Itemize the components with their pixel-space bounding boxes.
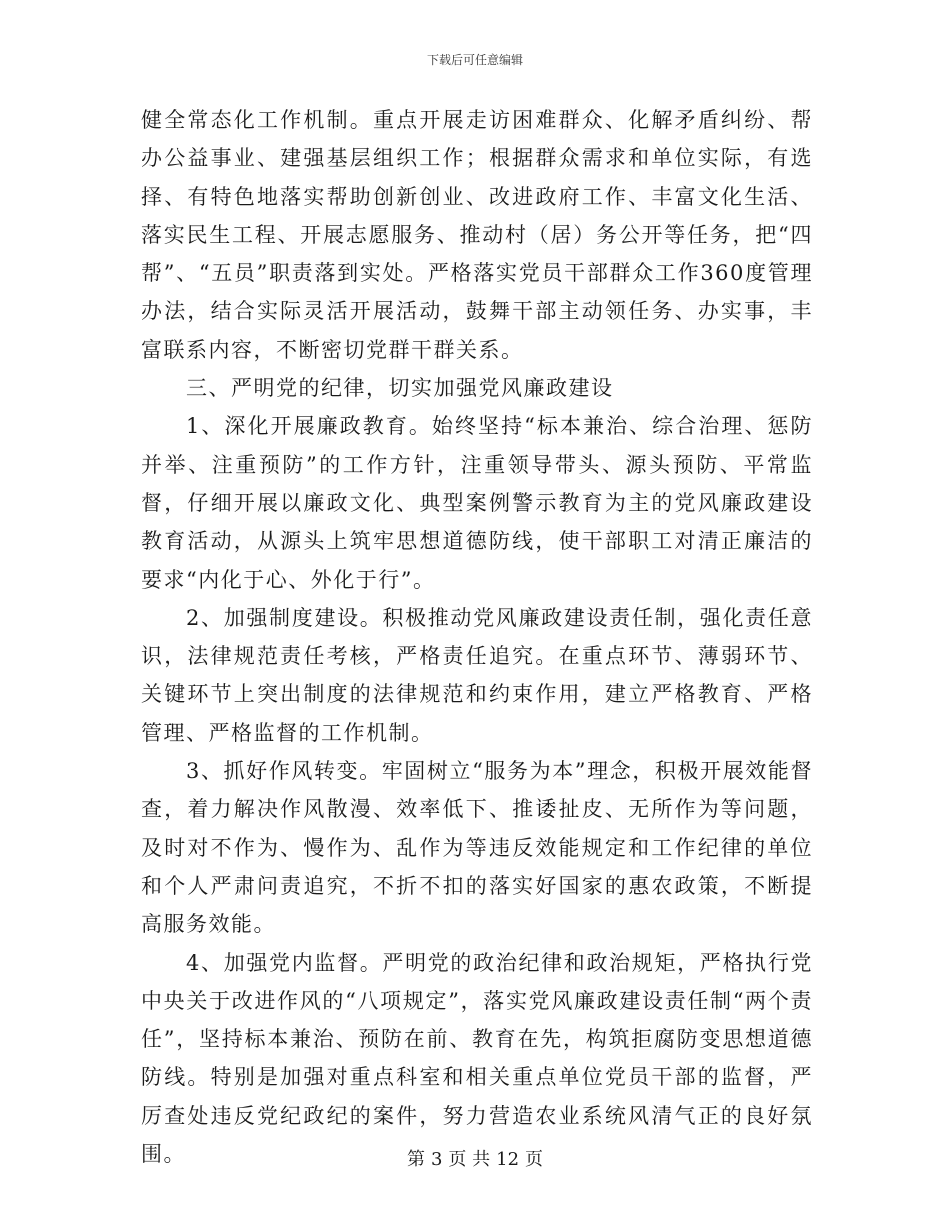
page-header: 下载后可任意编辑: [426, 53, 523, 67]
total-page-count: 12: [496, 1149, 520, 1170]
page-footer: [0, 1148, 950, 1172]
page-prefix: 第: [406, 1149, 425, 1170]
document-body: [141, 101, 813, 1173]
section-heading: 三、严明党的纪律，切实加强党风廉政建设: [186, 376, 614, 401]
paragraph-item-4: 4、加强党内监督。严明党的政治纪律和政治规矩，严格执行党中央关于改进作风的“八项规定”，落实党风廉政建设责任制“两个责任”，坚持标本兼治、预防在前、教育在先，构筑拒腐防变思想道德防线。特别是加强对重点科室和相关重点单位党员干部的监督，严厉查处违反党纪政纪的案件，努力营造农业系统风清气正的良好氛围。: [141, 950, 813, 1167]
paragraph-item-2: 2、加强制度建设。积极推动党风廉政建设责任制，强化责任意识，法律规范责任考核，严格责任追究。在重点环节、薄弱环节、关键环节上突出制度的法律规范和约束作用，建立严格教育、严格管理、严格监督的工作机制。: [141, 605, 813, 745]
page-suffix: 页: [525, 1149, 544, 1170]
current-page-number: 3: [430, 1149, 443, 1170]
page-middle: 页 共: [448, 1149, 491, 1170]
paragraph-item-3: 3、抓好作风转变。牢固树立“服务为本”理念，积极开展效能督查，着力解决作风散漫、效率低下、推诿扯皮、无所作为等问题，及时对不作为、慢作为、乱作为等违反效能规定和工作纪律的单位和个人严肃问责追究，不折不扣的落实好国家的惠农政策，不断提高服务效能。: [141, 759, 813, 937]
paragraph-1: 健全常态化工作机制。重点开展走访困难群众、化解矛盾纠纷、帮办公益事业、建强基层组织工作；根据群众需求和单位实际，有选择、有特色地落实帮助创新创业、改进政府工作、丰富文化生活、落实民生工程、开展志愿服务、推动村（居）务公开等任务，把“四帮”、“五员”职责落到实处。严格落实党员干部群众工作360度管理办法，结合实际灵活开展活动，鼓舞干部主动领任务、办实事，丰富联系内容，不断密切党群干群关系。: [141, 108, 813, 362]
paragraph-item-1: 1、深化开展廉政教育。始终坚持“标本兼治、综合治理、惩防并举、注重预防”的工作方针，注重领导带头、源头预防、平常监督，仔细开展以廉政文化、典型案例警示教育为主的党风廉政建设教育活动，从源头上筑牢思想道德防线，使干部职工对清正廉洁的要求“内化于心、外化于行”。: [141, 414, 813, 592]
